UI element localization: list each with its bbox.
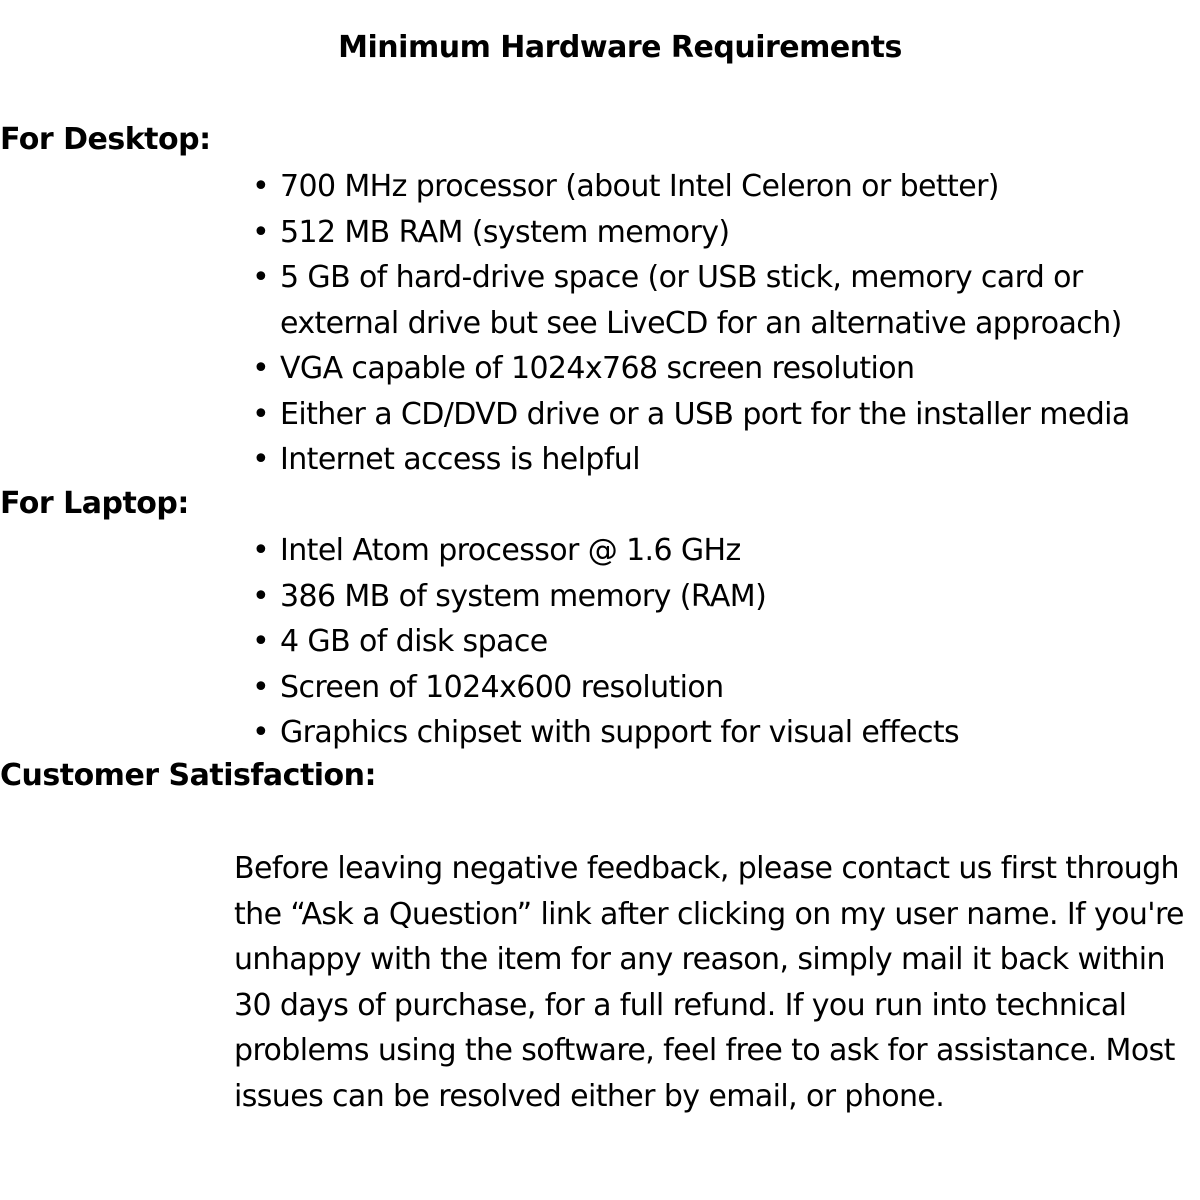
list-item: • Screen of 1024x600 resolution	[252, 665, 959, 711]
list-item: • 5 GB of hard-drive space (or USB stick, memory card or	[252, 255, 1130, 301]
list-item: • 700 MHz processor (about Intel Celeron or better)	[252, 164, 1130, 210]
list-item-continuation: external drive but see LiveCD for an alternative approach)	[280, 305, 1122, 341]
desktop-requirements	[252, 164, 1130, 483]
satisfaction-text: Before leaving negative feedback, please contact us first through the “Ask a Question” link after clicking on my user name. If you're unhappy with the item for any reason, simply mail it back within 30 days of purchase, for a full refund. If you run into technical problems using the software, feel free to ask for assistance. Most issues can be resolved either by email, or phone.	[234, 851, 1184, 1114]
list-item: • 512 MB RAM (system memory)	[252, 210, 1130, 256]
list-item: • VGA capable of 1024x768 screen resolution	[252, 346, 1130, 392]
list-item: • Internet access is helpful	[252, 437, 1130, 483]
page-title: Minimum Hardware Requirements	[338, 30, 902, 65]
list-item: • Graphics chipset with support for visual effects	[252, 710, 959, 756]
list-item: • 4 GB of disk space	[252, 619, 959, 665]
list-item: • 386 MB of system memory (RAM)	[252, 574, 959, 620]
list-item: • Intel Atom processor @ 1.6 GHz	[252, 528, 959, 574]
desktop-heading: For Desktop:	[0, 122, 211, 157]
list-item: • Either a CD/DVD drive or a USB port for the installer media	[252, 392, 1130, 438]
laptop-requirements	[252, 528, 959, 756]
satisfaction-heading: Customer Satisfaction:	[0, 758, 377, 793]
laptop-heading: For Laptop:	[0, 486, 189, 521]
